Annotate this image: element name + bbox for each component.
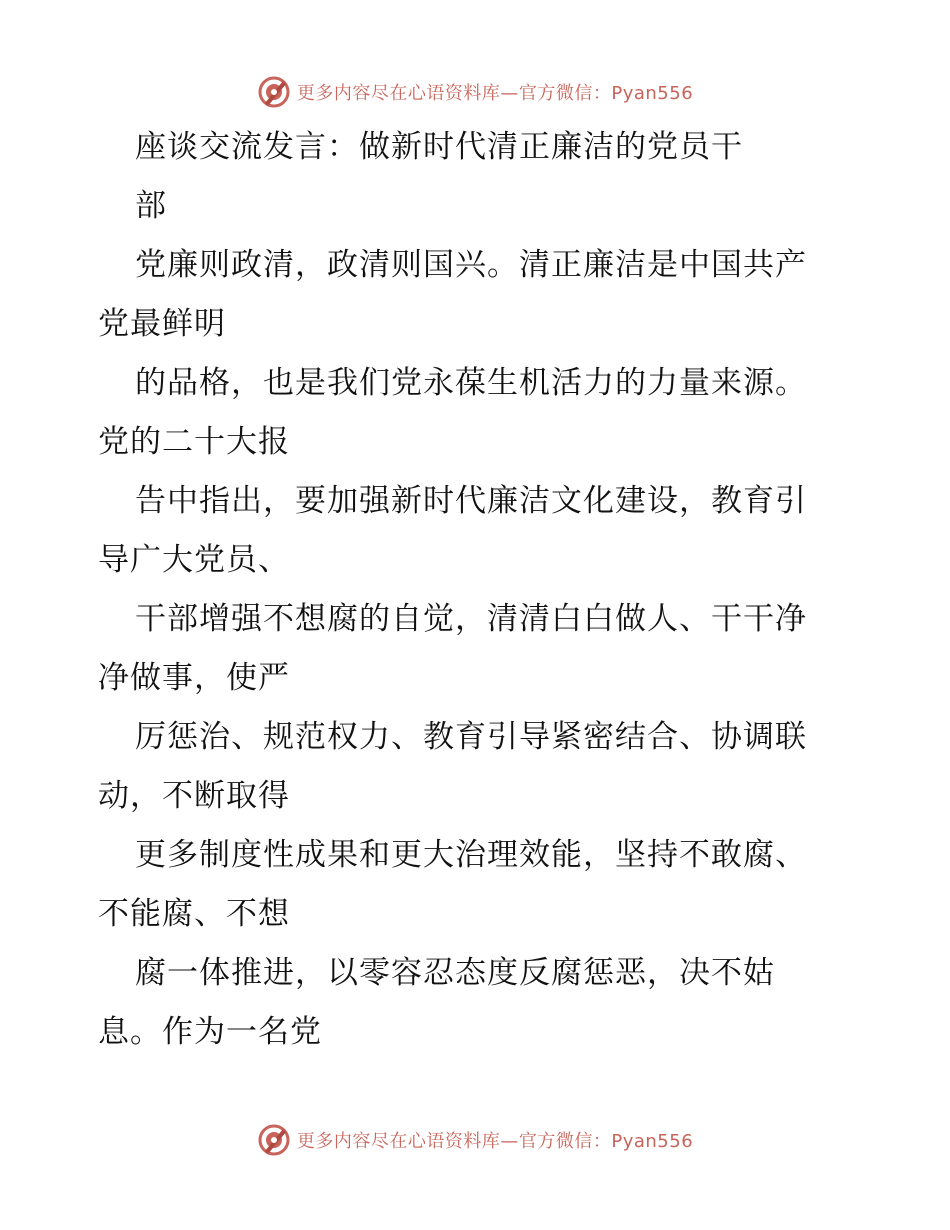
paragraph-line: 腐一体推进，以零容忍态度反腐惩恶，决不姑: [135, 955, 775, 991]
paragraph-line: 息。作为一名党: [98, 1014, 322, 1050]
paragraph-line: 动，不断取得: [98, 778, 290, 814]
paragraph-line: 党最鲜明: [98, 306, 226, 342]
header-banner: [0, 70, 950, 114]
paragraph-line: 导广大党员、: [98, 542, 290, 578]
document-title-line-1: 座谈交流发言：做新时代清正廉洁的党员干: [135, 129, 743, 165]
paragraph-line: 厉惩治、规范权力、教育引导紧密结合、协调联: [135, 719, 807, 755]
quill-seal-icon: [257, 75, 291, 109]
paragraph-line: 干部增强不想腐的自觉，清清白白做人、干干净: [135, 601, 807, 637]
paragraph-line: 党的二十大报: [98, 424, 290, 460]
footer-banner-text: 更多内容尽在心语资料库—官方微信：Pyan556: [296, 1131, 694, 1152]
paragraph-line: 党廉则政清，政清则国兴。清正廉洁是中国共产: [135, 247, 807, 283]
paragraph-line: 不能腐、不想: [98, 896, 290, 932]
quill-seal-icon: [257, 1123, 291, 1157]
paragraph-line: 的品格，也是我们党永葆生机活力的力量来源。: [135, 365, 807, 401]
footer-banner: [0, 1118, 950, 1162]
document-title-line-2: 部: [135, 188, 167, 224]
paragraph-line: 净做事，使严: [98, 660, 290, 696]
paragraph-line: 更多制度性成果和更大治理效能，坚持不敢腐、: [135, 837, 807, 873]
paragraph-line: 告中指出，要加强新时代廉洁文化建设，教育引: [135, 483, 807, 519]
header-banner-text: 更多内容尽在心语资料库—官方微信：Pyan556: [296, 83, 694, 104]
document-body: [98, 118, 858, 1062]
